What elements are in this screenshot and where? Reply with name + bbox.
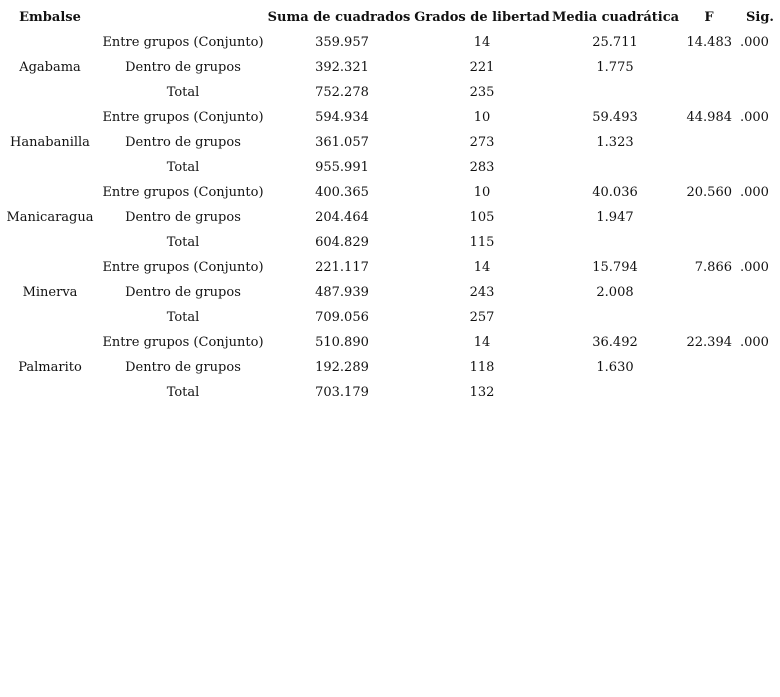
cell-grados-de-libertad: 14 bbox=[473, 260, 491, 275]
table-row bbox=[0, 205, 780, 230]
cell-media-cuadratica bbox=[552, 305, 678, 330]
table-row bbox=[0, 155, 780, 180]
embalse-name: Agabama bbox=[19, 60, 81, 75]
cell-grados-de-libertad: 273 bbox=[469, 135, 495, 150]
cell-suma-de-cuadrados: 703.179 bbox=[315, 385, 369, 400]
header-source bbox=[100, 4, 266, 30]
cell-source: Dentro de grupos bbox=[125, 360, 241, 375]
cell-source: Total bbox=[166, 85, 200, 100]
cell-source: Dentro de grupos bbox=[125, 210, 241, 225]
cell-source: Dentro de grupos bbox=[125, 60, 241, 75]
cell-media-cuadratica: 59.493 bbox=[592, 110, 638, 125]
cell-media-cuadratica: 40.036 bbox=[592, 185, 638, 200]
cell-f bbox=[678, 130, 740, 155]
cell-suma-de-cuadrados: 392.321 bbox=[315, 60, 369, 75]
cell-f: 14.483 bbox=[686, 35, 732, 50]
cell-f bbox=[678, 230, 740, 255]
cell-source: Entre grupos (Conjunto) bbox=[102, 185, 264, 200]
cell-media-cuadratica bbox=[552, 80, 678, 105]
cell-suma-de-cuadrados: 510.890 bbox=[315, 335, 369, 350]
cell-suma-de-cuadrados: 487.939 bbox=[315, 285, 369, 300]
cell-source: Entre grupos (Conjunto) bbox=[102, 110, 264, 125]
embalse-name: Hanabanilla bbox=[10, 135, 90, 150]
cell-suma-de-cuadrados: 361.057 bbox=[315, 135, 369, 150]
cell-media-cuadratica: 1.630 bbox=[596, 360, 634, 375]
header-row bbox=[0, 4, 780, 30]
cell-media-cuadratica: 2.008 bbox=[596, 285, 634, 300]
table-row bbox=[0, 230, 780, 255]
cell-f: 44.984 bbox=[686, 110, 732, 125]
header-embalse: Embalse bbox=[19, 9, 81, 25]
cell-grados-de-libertad: 221 bbox=[469, 60, 495, 75]
cell-source: Total bbox=[166, 310, 200, 325]
cell-grados-de-libertad: 10 bbox=[473, 185, 491, 200]
table-row bbox=[0, 330, 780, 355]
cell-media-cuadratica: 1.947 bbox=[596, 210, 634, 225]
cell-suma-de-cuadrados: 204.464 bbox=[315, 210, 369, 225]
cell-grados-de-libertad: 105 bbox=[469, 210, 495, 225]
table-header bbox=[0, 4, 780, 30]
cell-source: Entre grupos (Conjunto) bbox=[102, 335, 264, 350]
cell-source: Entre grupos (Conjunto) bbox=[102, 35, 264, 50]
cell-sig bbox=[740, 280, 780, 305]
cell-source: Total bbox=[166, 235, 200, 250]
table-body bbox=[0, 30, 780, 405]
cell-suma-de-cuadrados: 709.056 bbox=[315, 310, 369, 325]
table-row bbox=[0, 130, 780, 155]
anova-table bbox=[0, 4, 780, 405]
cell-f: 20.560 bbox=[686, 185, 732, 200]
cell-source: Total bbox=[166, 385, 200, 400]
cell-grados-de-libertad: 283 bbox=[469, 160, 495, 175]
cell-source: Entre grupos (Conjunto) bbox=[102, 260, 264, 275]
header-f: F bbox=[704, 9, 714, 25]
cell-sig: .000 bbox=[740, 260, 769, 275]
cell-suma-de-cuadrados: 221.117 bbox=[315, 260, 369, 275]
cell-suma-de-cuadrados: 400.365 bbox=[315, 185, 369, 200]
table-row bbox=[0, 55, 780, 80]
table-row bbox=[0, 255, 780, 280]
cell-grados-de-libertad: 257 bbox=[469, 310, 495, 325]
cell-f bbox=[678, 205, 740, 230]
table-row bbox=[0, 180, 780, 205]
cell-sig bbox=[740, 205, 780, 230]
embalse-name: Manicaragua bbox=[6, 210, 94, 225]
cell-suma-de-cuadrados: 359.957 bbox=[315, 35, 369, 50]
cell-f bbox=[678, 80, 740, 105]
cell-media-cuadratica: 15.794 bbox=[592, 260, 638, 275]
cell-suma-de-cuadrados: 192.289 bbox=[315, 360, 369, 375]
cell-grados-de-libertad: 235 bbox=[469, 85, 495, 100]
cell-f bbox=[678, 305, 740, 330]
cell-source: Dentro de grupos bbox=[125, 285, 241, 300]
cell-suma-de-cuadrados: 604.829 bbox=[315, 235, 369, 250]
cell-media-cuadratica: 36.492 bbox=[592, 335, 638, 350]
cell-grados-de-libertad: 115 bbox=[469, 235, 495, 250]
cell-sig: .000 bbox=[740, 335, 769, 350]
cell-sig bbox=[740, 230, 780, 255]
cell-sig bbox=[740, 355, 780, 380]
cell-media-cuadratica bbox=[552, 230, 678, 255]
cell-f bbox=[678, 355, 740, 380]
header-media-cuadratica: Media cuadrática bbox=[552, 9, 680, 25]
cell-sig bbox=[740, 305, 780, 330]
embalse-name: Minerva bbox=[22, 285, 78, 300]
cell-f: 22.394 bbox=[686, 335, 732, 350]
cell-sig bbox=[740, 155, 780, 180]
header-sig: Sig. bbox=[746, 9, 774, 25]
cell-f bbox=[678, 55, 740, 80]
cell-suma-de-cuadrados: 955.991 bbox=[315, 160, 369, 175]
cell-sig bbox=[740, 80, 780, 105]
cell-suma-de-cuadrados: 594.934 bbox=[315, 110, 369, 125]
table-row bbox=[0, 30, 780, 55]
cell-media-cuadratica bbox=[552, 380, 678, 405]
table-row bbox=[0, 280, 780, 305]
table-row bbox=[0, 80, 780, 105]
cell-grados-de-libertad: 118 bbox=[469, 360, 495, 375]
cell-grados-de-libertad: 132 bbox=[469, 385, 495, 400]
cell-f bbox=[678, 380, 740, 405]
cell-f: 7.866 bbox=[694, 260, 732, 275]
cell-suma-de-cuadrados: 752.278 bbox=[315, 85, 369, 100]
cell-sig: .000 bbox=[740, 185, 769, 200]
cell-sig bbox=[740, 380, 780, 405]
cell-grados-de-libertad: 10 bbox=[473, 110, 491, 125]
cell-f bbox=[678, 155, 740, 180]
table-row bbox=[0, 105, 780, 130]
cell-sig bbox=[740, 55, 780, 80]
cell-grados-de-libertad: 14 bbox=[473, 35, 491, 50]
table-row bbox=[0, 380, 780, 405]
header-suma-de-cuadrados: Suma de cuadrados bbox=[267, 9, 411, 25]
cell-sig: .000 bbox=[740, 35, 769, 50]
embalse-name: Palmarito bbox=[18, 360, 82, 375]
cell-grados-de-libertad: 14 bbox=[473, 335, 491, 350]
cell-media-cuadratica: 25.711 bbox=[592, 35, 638, 50]
cell-sig bbox=[740, 130, 780, 155]
header-grados-de-libertad: Grados de libertad bbox=[414, 9, 550, 25]
table-row bbox=[0, 305, 780, 330]
cell-sig: .000 bbox=[740, 110, 769, 125]
cell-grados-de-libertad: 243 bbox=[469, 285, 495, 300]
table-row bbox=[0, 355, 780, 380]
cell-source: Dentro de grupos bbox=[125, 135, 241, 150]
cell-media-cuadratica bbox=[552, 155, 678, 180]
cell-source: Total bbox=[166, 160, 200, 175]
cell-f bbox=[678, 280, 740, 305]
cell-media-cuadratica: 1.775 bbox=[596, 60, 634, 75]
cell-media-cuadratica: 1.323 bbox=[596, 135, 634, 150]
